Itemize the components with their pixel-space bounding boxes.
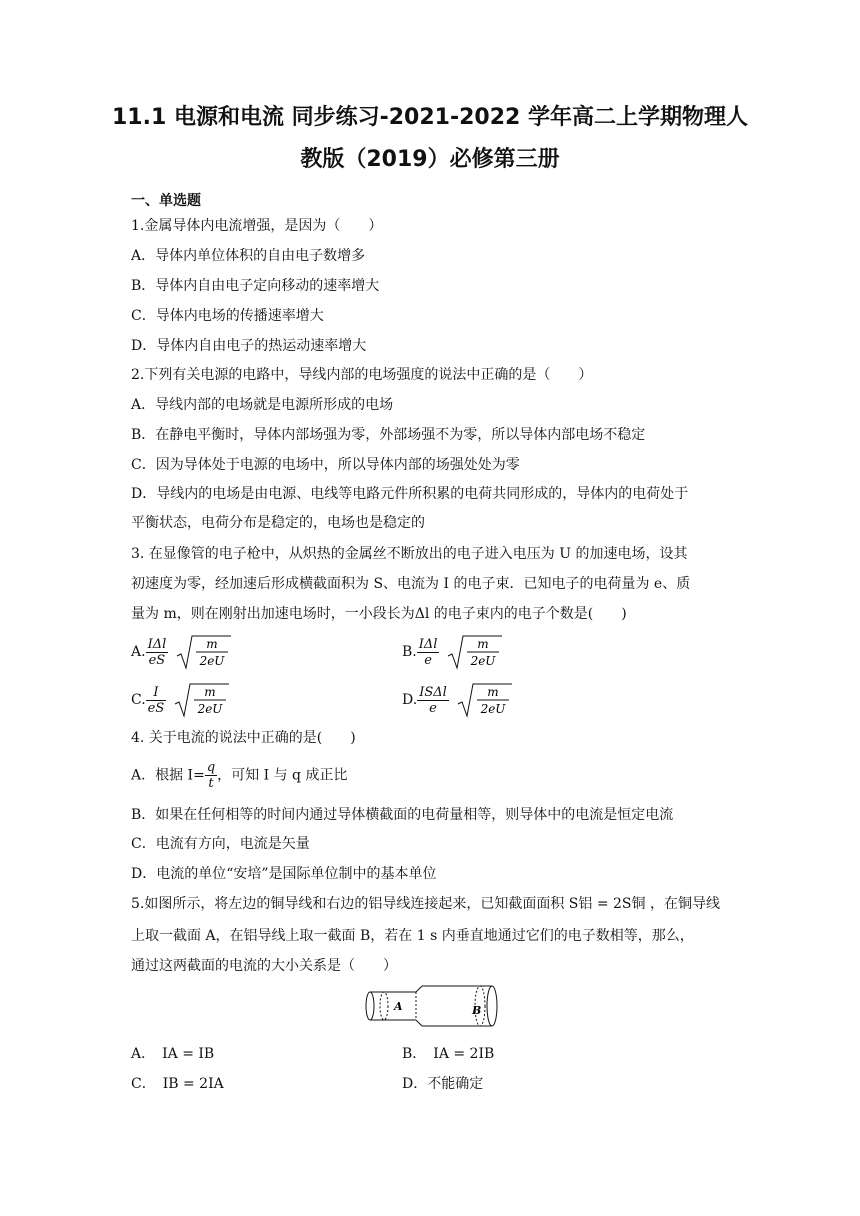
q2-option-a: A．导线内部的电场就是电源所形成的电场 [131,397,394,413]
q3-option-c [131,682,230,718]
q2-option-d: D．导线内的电场是由电源、电线等电路元件所积累的电荷共同形成的，导体内的电荷处于 [131,486,689,502]
q1-option-c: C．导体内电场的传播速率增大 [131,308,324,324]
q1-stem: 1.金属导体内电流增强，是因为（ ） [131,218,383,234]
q1-option-d: D．导体内自由电子的热运动速率增大 [131,338,367,354]
q5-stem-line3: 通过这两截面的电流的大小关系是（ ） [131,958,397,974]
q2-option-b: B．在静电平衡时，导体内部场强为零，外部场强不为零，所以导体内部电场不稳定 [131,427,646,443]
option-label: C. [131,692,146,708]
section-heading: 一、单选题 [131,193,201,209]
sqrt-expression [457,682,513,718]
fraction: $\frac{q}{t}$ [206,760,216,791]
q3-stem-line1: 3. 在显像管的电子枪中，从炽热的金属丝不断放出的电子进入电压为 U 的加速电场，设其 [131,546,688,562]
q1-option-b: B．导体内自由电子定向移动的速率增大 [131,278,380,294]
sqrt-expression [174,682,230,718]
q5-stem-line1: 5.如图所示，将左边的铜导线和右边的铝导线连接起来，已知截面面积 S铝 = 2S铜 ，在铜导线 [131,896,720,912]
svg-text:m: m [477,637,490,651]
sqrt-expression [176,634,232,670]
svg-text:m: m [487,685,499,699]
document-title-line1: 11.1 电源和电流 同步练习-2021-2022 学年高二上学期物理人 [112,105,748,130]
svg-text:2eU: 2eU [480,702,506,716]
option-label: D. [402,692,418,708]
fraction: $\frac{\text{ISΔl}}{e}$ [419,684,447,716]
q5-option-b: B． IA = 2IB [402,1046,495,1062]
q5-option-a: A． IA = IB [131,1046,215,1062]
wire-diagram [362,984,502,1028]
section-a-label: A [394,1000,403,1013]
option-label: A. [131,644,146,660]
q4-option-a [131,760,347,791]
q5-stem-line2: 上取一截面 A，在铝导线上取一截面 B，若在 1 s 内垂直地通过它们的电子数相等，那么， [131,928,694,944]
q3-option-a [131,634,232,670]
svg-text:2eU: 2eU [197,702,223,716]
q4-option-c: C．电流有方向，电流是矢量 [131,836,310,852]
option-label: B. [402,644,417,660]
svg-text:2eU: 2eU [471,654,496,668]
q1-option-a: A．导体内单位体积的自由电子数增多 [131,248,366,264]
q3-stem-line3: 量为 m，则在刚射出加速电场时，一小段长为Δl 的电子束内的电子个数是( ) [131,606,627,622]
q2-option-d-cont: 平衡状态，电荷分布是稳定的，电场也是稳定的 [131,515,425,531]
q5-option-c: C． IB = 2IA [131,1076,224,1092]
q3-stem-line2: 初速度为零，经加速后形成横截面积为 S、电流为 I 的电子束．已知电子的电荷量为 e、质 [131,576,691,592]
fraction: $\frac{I}{eS}$ [147,684,165,716]
q4-option-b: B．如果在任何相等的时间内通过导体横截面的电荷量相等，则导体中的电流是恒定电流 [131,807,674,823]
q3-option-d [402,682,513,718]
option-text: ，可知 I 与 q 成正比 [217,767,348,784]
svg-text:m: m [206,637,218,651]
fraction: $\frac{\text{IΔl}}{eS}$ [147,636,167,668]
option-text: A．根据 I= [131,767,205,784]
q2-stem: 2.下列有关电源的电路中，导线内部的电场强度的说法中正确的是（ ） [131,367,593,383]
q3-option-b [402,634,503,670]
q2-option-c: C．因为导体处于电源的电场中，所以导体内部的场强处处为零 [131,457,520,473]
sqrt-expression [447,634,503,670]
q4-option-d: D．电流的单位“安培”是国际单位制中的基本单位 [131,866,437,882]
svg-text:m: m [204,685,216,699]
q4-stem: 4. 关于电流的说法中正确的是( ) [131,730,356,746]
section-b-label: B [472,1004,482,1017]
q5-option-d: D．不能确定 [402,1076,484,1092]
document-title-line2: 教版（2019）必修第三册 [300,147,560,172]
fraction: $\frac{\text{IΔl}}{e}$ [418,636,438,668]
svg-text:2eU: 2eU [199,654,225,668]
